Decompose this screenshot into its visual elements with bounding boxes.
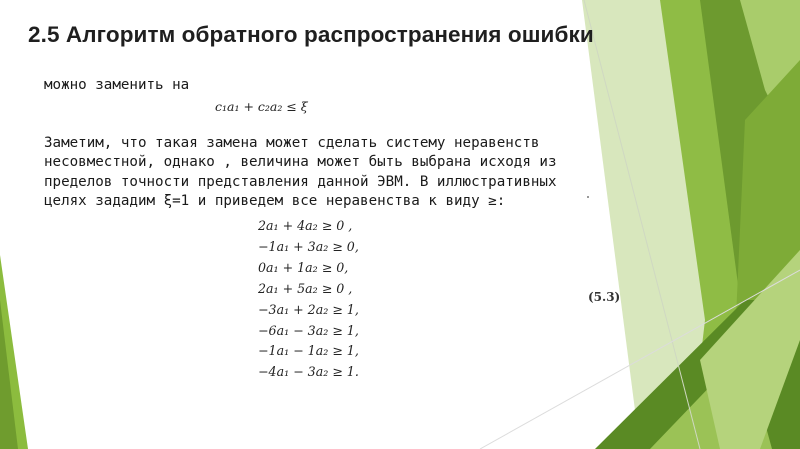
- inequality: −1a₁ + 3a₂ ≥ 0,: [258, 238, 359, 254]
- condition-formula: c₁a₁ + c₂a₂ ≤ ξ: [215, 99, 308, 114]
- slide-title: 2.5 Алгоритм обратного распространения ошибки: [28, 22, 594, 47]
- inequality: 0a₁ + 1a₂ ≥ 0,: [258, 259, 349, 275]
- intro-text: можно заменить на: [44, 77, 190, 93]
- equation-number: (5.3): [588, 290, 621, 304]
- inequality: −4a₁ − 3a₂ ≥ 1.: [258, 364, 359, 380]
- paragraph: [44, 134, 557, 211]
- inequality: −3a₁ + 2a₂ ≥ 1,: [258, 301, 359, 317]
- inequality-system: [258, 216, 359, 383]
- paragraph-line: пределов точности представления данной ЭВМ. В иллюстративных: [44, 173, 557, 190]
- inequality: −6a₁ − 3a₂ ≥ 1,: [258, 322, 359, 338]
- inequality: 2a₁ + 4a₂ ≥ 0 ,: [258, 218, 353, 233]
- stray-dot: [587, 196, 589, 198]
- inequality: 2a₁ + 5a₂ ≥ 0 ,: [258, 280, 353, 296]
- paragraph-line: целях зададим ξ=1 и приведем все неравенства к виду ≥:: [44, 192, 506, 209]
- inequality: −1a₁ − 1a₂ ≥ 1,: [258, 343, 359, 359]
- paragraph-line: несовместной, однако , величина может быть выбрана исходя из: [44, 154, 557, 171]
- paragraph-line: Заметим, что такая замена может сделать систему неравенств: [44, 135, 540, 151]
